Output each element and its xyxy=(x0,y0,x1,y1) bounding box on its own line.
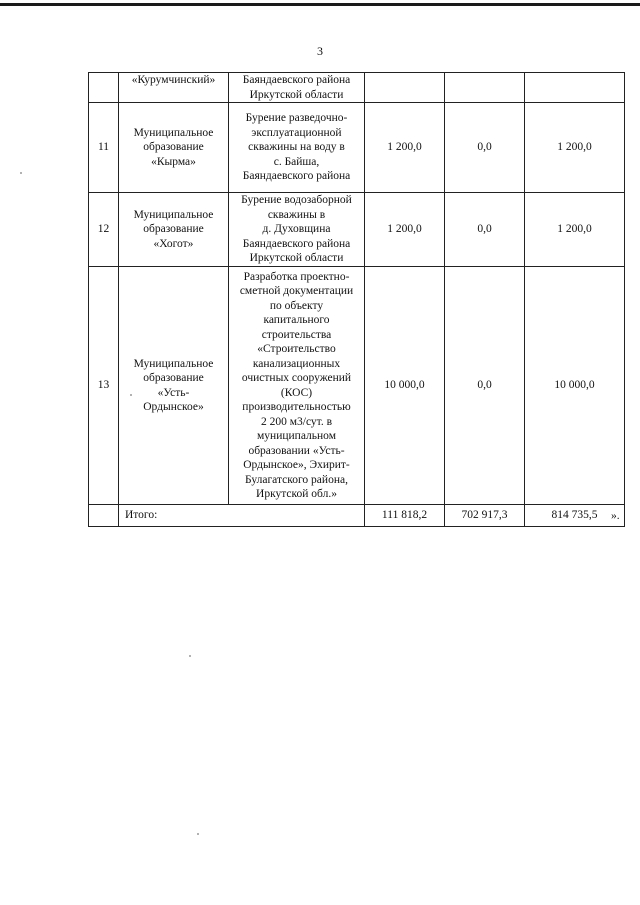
text-line: Муниципальное xyxy=(133,208,214,221)
cell-value-2: 0,0 xyxy=(445,267,525,505)
cell-num: 12 xyxy=(89,193,119,267)
text-line: строительства xyxy=(261,328,332,341)
page-number: 3 xyxy=(317,44,323,58)
total-label: Итого: xyxy=(119,505,365,527)
cell-description xyxy=(229,103,365,193)
cell-value-3: 10 000,0 xyxy=(525,267,625,505)
text-line: с. Байша, xyxy=(273,155,320,168)
text-line: Булагатского района, xyxy=(245,473,348,486)
text-line: скважины на воду в xyxy=(248,141,345,154)
text-line: эксплуатационной xyxy=(251,126,342,139)
cell-value-1: 1 200,0 xyxy=(365,103,445,193)
cell-description xyxy=(229,193,365,267)
total-value-2: 702 917,3 xyxy=(445,505,525,527)
cell-municipality xyxy=(119,103,229,193)
cell-value-3: 1 200,0 xyxy=(525,103,625,193)
text-line: «Хогот» xyxy=(153,237,194,250)
text-line: скважины в xyxy=(267,208,326,221)
text-line: образование xyxy=(143,141,204,154)
text-line: «Строительство xyxy=(257,343,336,355)
text-line: Баяндаевского района xyxy=(242,170,351,183)
cell-value-2 xyxy=(445,73,525,103)
text-line: Ордынское» xyxy=(143,401,204,413)
table-row-total xyxy=(89,505,625,527)
text-line: Муниципальное xyxy=(133,357,214,370)
text-line: Баяндаевского района xyxy=(242,74,351,86)
top-edge-bar xyxy=(0,3,640,6)
scan-speck xyxy=(189,655,191,657)
text-line: Иркутской области xyxy=(249,252,344,265)
text-line: Иркутской области xyxy=(249,88,344,101)
cell-municipality xyxy=(119,267,229,505)
scan-speck xyxy=(197,833,199,835)
text-line: образование xyxy=(143,223,204,236)
cell-municipality: «Курумчинский» xyxy=(119,73,229,103)
cell-description xyxy=(229,267,365,505)
cell-value-2: 0,0 xyxy=(445,193,525,267)
cell-num xyxy=(89,73,119,103)
text-line: (КОС) xyxy=(280,386,313,399)
text-line: канализационных xyxy=(252,357,341,370)
cell-value-1: 10 000,0 xyxy=(365,267,445,505)
cell-value-1: 1 200,0 xyxy=(365,193,445,267)
total-value-1: 111 818,2 xyxy=(365,505,445,527)
text-line: «Усть- xyxy=(157,386,190,399)
text-line: Разработка проектно- xyxy=(243,270,350,283)
text-line: по объекту xyxy=(269,299,324,312)
cell-value-1 xyxy=(365,73,445,103)
total-value-3: 814 735,5 xyxy=(525,505,625,527)
cell-value-3: 1 200,0 xyxy=(525,193,625,267)
text-line: Ордынское», Эхирит- xyxy=(243,459,350,471)
text-line: 2 200 м3/сут. в xyxy=(260,415,333,428)
text-line: «Кырма» xyxy=(151,155,196,168)
text-line: очистных сооружений xyxy=(241,372,352,384)
funding-table xyxy=(88,72,625,527)
table-row-11 xyxy=(89,103,625,193)
text-line: Иркутской обл.» xyxy=(256,488,337,500)
cell-num: 11 xyxy=(89,103,119,193)
scan-speck xyxy=(130,394,132,396)
text-line: Бурение разведочно- xyxy=(245,112,348,125)
text-line: д. Духовщина xyxy=(262,223,331,236)
text-line: производительностью xyxy=(242,401,351,413)
text-line: Баяндаевского района xyxy=(242,237,351,250)
table-row-13 xyxy=(89,267,625,505)
text-line: Бурение водозаборной xyxy=(241,194,352,207)
cell-value-2: 0,0 xyxy=(445,103,525,193)
cell-value-3 xyxy=(525,73,625,103)
table-row-12 xyxy=(89,193,625,267)
text-line: сметной документации xyxy=(239,285,354,297)
text-line: образовании «Усть- xyxy=(248,444,345,457)
cell-description xyxy=(229,73,365,103)
text-line: капитального xyxy=(263,314,330,326)
cell-num xyxy=(89,505,119,527)
cell-municipality xyxy=(119,193,229,267)
text-line: муниципальном xyxy=(257,430,336,442)
text-line: Муниципальное xyxy=(133,126,214,139)
table-row-continued xyxy=(89,73,625,103)
text-line: образование xyxy=(143,372,204,384)
closing-quote-mark: ». xyxy=(611,510,620,522)
cell-num: 13 xyxy=(89,267,119,505)
scan-speck xyxy=(20,172,22,174)
